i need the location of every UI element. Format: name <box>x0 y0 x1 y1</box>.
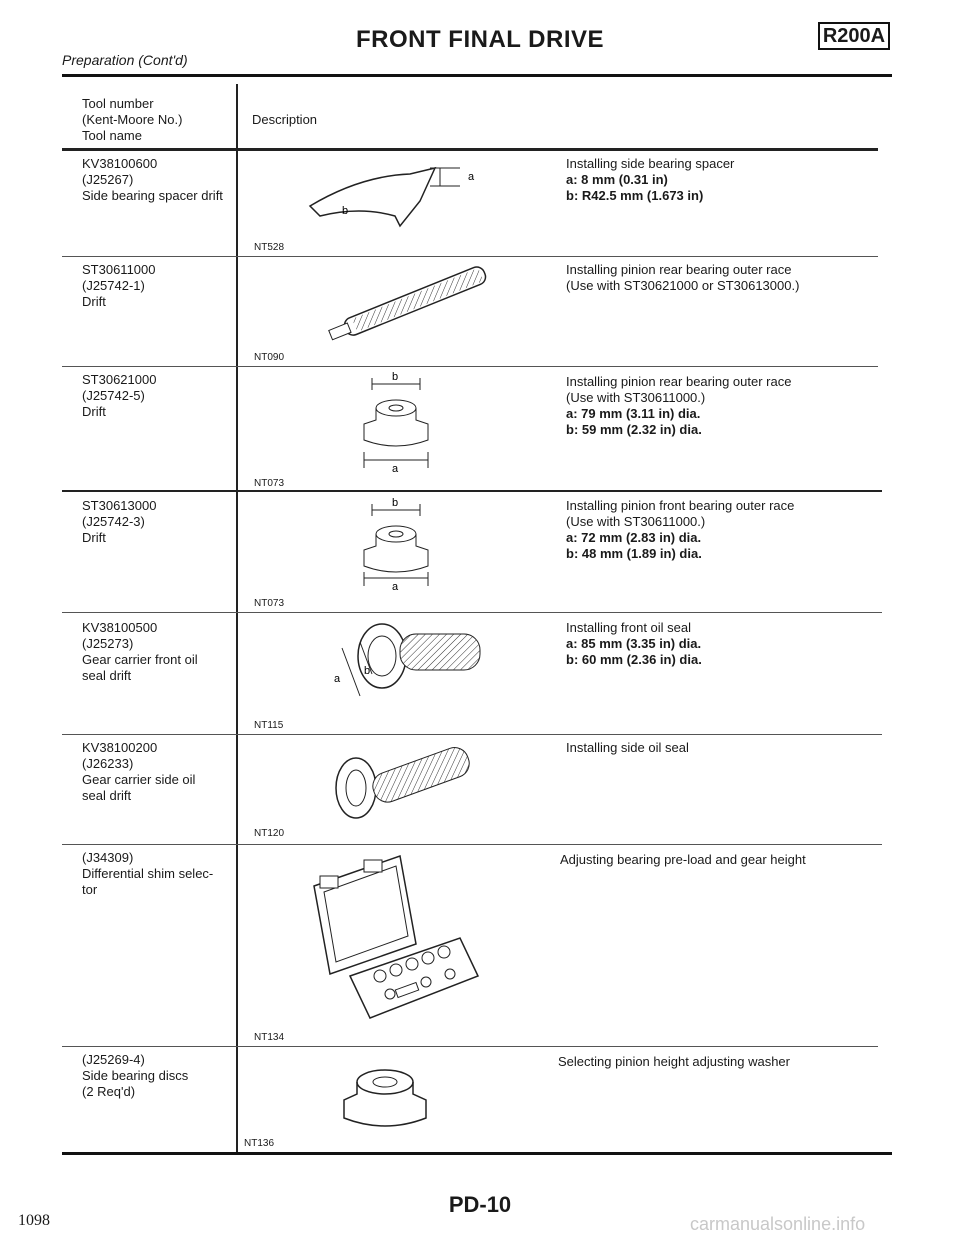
dimension-a: a: 72 mm (2.83 in) dia. <box>566 530 702 545</box>
row-separator <box>62 1046 878 1047</box>
figure-code: NT073 <box>254 598 285 609</box>
dimension-label-a: a <box>392 581 399 593</box>
drift-rod-figure <box>310 262 510 342</box>
row-separator <box>62 366 878 367</box>
tool-number: KV38100600 <box>82 156 158 171</box>
description-note: (Use with ST30621000 or ST30613000.) <box>566 278 800 293</box>
column-divider <box>236 84 238 1154</box>
dimension-a: a: 85 mm (3.35 in) dia. <box>566 636 702 651</box>
tool-name: Gear carrier side oil <box>82 772 196 787</box>
tool-cell <box>82 262 156 310</box>
description-text: Adjusting bearing pre-load and gear height <box>560 852 806 867</box>
row-separator <box>62 490 882 492</box>
description-text: Installing pinion rear bearing outer race <box>566 374 792 389</box>
figure-code: NT115 <box>254 720 284 731</box>
description-text: Installing side bearing spacer <box>566 156 735 171</box>
kent-moore-number: (J25742-1) <box>82 278 145 293</box>
description-cell <box>566 740 689 756</box>
dimension-a: a: 8 mm (0.31 in) <box>566 172 668 187</box>
figure-code: NT528 <box>254 242 285 253</box>
model-badge: R200A <box>818 22 890 50</box>
tool-name: Side bearing spacer drift <box>82 188 223 203</box>
tool-name: seal drift <box>82 788 132 803</box>
watermark: carmanualsonline.info <box>690 1214 866 1234</box>
tool-name: tor <box>82 882 98 897</box>
tool-column-header <box>82 96 182 144</box>
dimension-label-b: b <box>392 497 399 509</box>
tool-name: Drift <box>82 530 106 545</box>
description-text: Installing front oil seal <box>566 620 692 635</box>
stepped-drift-figure <box>360 372 450 472</box>
tool-cell <box>82 372 156 420</box>
tool-name: seal drift <box>82 668 132 683</box>
description-text: Selecting pinion height adjusting washer <box>558 1054 790 1069</box>
tool-number: KV38100500 <box>82 620 158 635</box>
side-bearing-spacer-drift-figure <box>300 156 500 236</box>
description-text: Installing side oil seal <box>566 740 689 755</box>
dimension-b: b: 59 mm (2.32 in) dia. <box>566 422 702 437</box>
row-separator <box>62 844 882 845</box>
description-text: Installing pinion front bearing outer race <box>566 498 795 513</box>
description-cell <box>566 156 734 204</box>
dimension-label-a: a <box>468 171 475 183</box>
dimension-label-b: b <box>342 205 349 217</box>
shim-selector-kit-figure <box>300 846 490 1026</box>
side-bearing-disc-figure <box>330 1060 440 1140</box>
kent-moore-number: (J25742-3) <box>82 514 145 529</box>
page-title: FRONT FINAL DRIVE <box>355 26 605 53</box>
side-oil-seal-drift-figure <box>320 732 500 832</box>
dimension-label-a: a <box>334 673 341 685</box>
description-note: (Use with ST30611000.) <box>566 514 706 529</box>
quantity-note: (2 Req'd) <box>82 1084 136 1099</box>
tool-cell <box>82 498 156 546</box>
tool-cell <box>82 620 198 684</box>
kent-moore-number: (J25273) <box>82 636 134 651</box>
row-separator <box>62 256 878 257</box>
tool-name: Drift <box>82 404 106 419</box>
dimension-b: b: 60 mm (2.36 in) dia. <box>566 652 702 667</box>
tool-number: ST30621000 <box>82 372 157 387</box>
description-cell <box>558 1054 790 1070</box>
description-cell <box>566 620 702 668</box>
tool-header-line: (Kent-Moore No.) <box>82 112 183 127</box>
description-cell <box>566 498 794 562</box>
header-separator <box>62 148 878 151</box>
tool-header-line: Tool name <box>82 128 142 143</box>
tool-name: Drift <box>82 294 106 309</box>
tool-number: KV38100200 <box>82 740 158 755</box>
description-cell <box>560 852 806 868</box>
kent-moore-number: (J34309) <box>82 850 134 865</box>
description-text: Installing pinion rear bearing outer race <box>566 262 792 277</box>
description-cell <box>566 262 799 294</box>
tool-header-line: Tool number <box>82 96 154 111</box>
sheet-number: 1098 <box>18 1212 50 1229</box>
tool-name: Gear carrier front oil <box>82 652 198 667</box>
dimension-b: b: R42.5 mm (1.673 in) <box>566 188 704 203</box>
tool-cell <box>82 850 213 898</box>
kent-moore-number: (J26233) <box>82 756 134 771</box>
tool-cell <box>82 1052 188 1100</box>
dimension-label-b: b <box>392 372 399 383</box>
kent-moore-number: (J25267) <box>82 172 134 187</box>
description-cell <box>566 374 791 438</box>
kent-moore-number: (J25269-4) <box>82 1052 145 1067</box>
dimension-label-a: a <box>392 463 399 472</box>
figure-code: NT134 <box>254 1032 285 1043</box>
kent-moore-number: (J25742-5) <box>82 388 145 403</box>
front-oil-seal-drift-figure <box>320 612 500 712</box>
tool-cell <box>82 740 195 804</box>
tool-name: Side bearing discs <box>82 1068 189 1083</box>
description-note: (Use with ST30611000.) <box>566 390 706 405</box>
page-number: PD-10 <box>448 1192 512 1217</box>
tool-number: ST30611000 <box>82 262 156 277</box>
tool-cell <box>82 156 223 204</box>
dimension-a: a: 79 mm (3.11 in) dia. <box>566 406 701 421</box>
section-subtitle: Preparation (Cont'd) <box>62 52 188 68</box>
figure-code: NT120 <box>254 828 285 839</box>
description-column-header: Description <box>252 112 318 127</box>
tool-number: ST30613000 <box>82 498 157 513</box>
stepped-drift-figure <box>360 496 450 596</box>
dimension-label-b: b <box>364 665 371 677</box>
figure-code: NT073 <box>254 478 285 489</box>
header-rule <box>62 74 892 77</box>
figure-code: NT136 <box>244 1138 275 1149</box>
footer-rule <box>62 1152 892 1155</box>
tool-name: Differential shim selec- <box>82 866 214 881</box>
figure-code: NT090 <box>254 352 285 363</box>
dimension-b: b: 48 mm (1.89 in) dia. <box>566 546 702 561</box>
